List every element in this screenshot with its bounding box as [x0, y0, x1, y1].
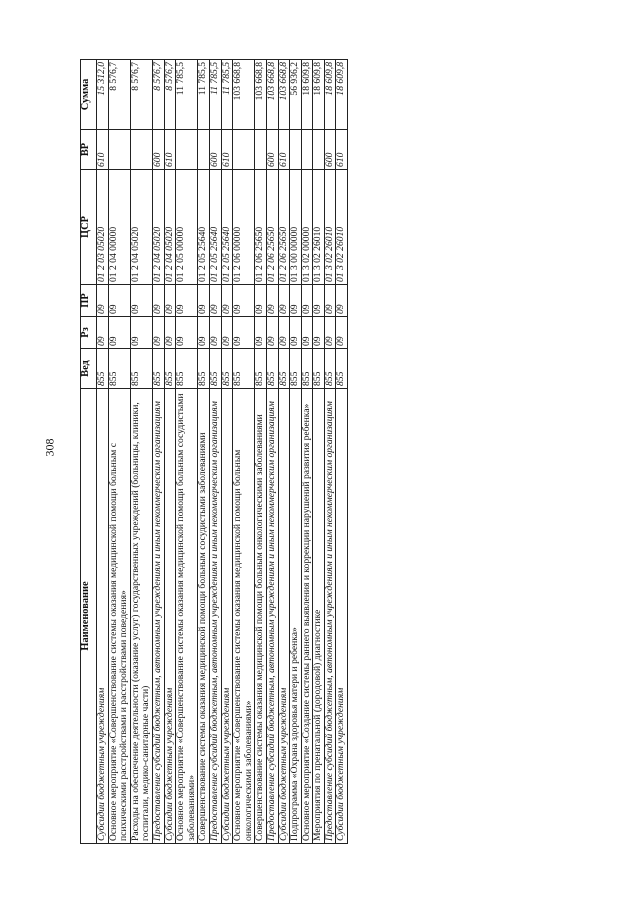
header-vr: ВР	[81, 130, 97, 170]
row-rz: 09	[198, 317, 210, 349]
table-row	[221, 60, 233, 844]
row-pr: 09	[198, 285, 210, 317]
table-row	[324, 60, 336, 844]
row-vea: 855	[278, 349, 290, 389]
row-name: Предоставление субсидий бюджетным, автономным учреждениям и иным некоммерческим организациям	[152, 389, 164, 844]
row-rz: 09	[233, 317, 255, 349]
row-csr: 01 2 04 05020	[164, 170, 176, 285]
header-sum: Сумма	[81, 60, 97, 130]
row-rz: 09	[255, 317, 267, 349]
header-pr: ПР	[81, 285, 97, 317]
row-vea: 855	[152, 349, 164, 389]
row-csr: 01 3 00 00000	[290, 170, 302, 285]
row-name: Мероприятия по пренатальной (дородовой) диагностике	[313, 389, 325, 844]
row-pr: 09	[164, 285, 176, 317]
row-rz: 09	[324, 317, 336, 349]
row-vr: 600	[209, 130, 221, 170]
row-name: Предоставление субсидий бюджетным, автономным учреждениям и иным некоммерческим организациям	[209, 389, 221, 844]
row-sum: 8 576,7	[130, 60, 152, 130]
table-row	[266, 60, 278, 844]
header-rz: Рз	[81, 317, 97, 349]
row-name: Основное мероприятие «Совершенствование системы оказания медицинской помощи больным онкологическими заболеваниями»	[233, 389, 255, 844]
table-body	[97, 60, 348, 844]
row-vea: 855	[209, 349, 221, 389]
row-vr: 610	[97, 130, 109, 170]
row-vea: 855	[164, 349, 176, 389]
row-csr: 01 3 02 00000	[301, 170, 313, 285]
row-name: Основное мероприятие «Создание системы раннего выявления и коррекции нарушений развития ребенка»	[301, 389, 313, 844]
row-name: Субсидии бюджетным учреждениям	[221, 389, 233, 844]
row-pr: 09	[221, 285, 233, 317]
row-csr: 01 2 04 00000	[108, 170, 130, 285]
row-sum: 11 785,5	[209, 60, 221, 130]
row-vr	[176, 130, 198, 170]
row-csr: 01 2 04 05020	[152, 170, 164, 285]
row-vr	[233, 130, 255, 170]
row-sum: 18 609,8	[324, 60, 336, 130]
row-name: Расходы на обеспечение деятельности (оказание услуг) государственных учреждений (больницы, клиники, госпитали, медико-санитарные части)	[130, 389, 152, 844]
row-vea: 855	[290, 349, 302, 389]
row-csr: 01 3 02 26010	[324, 170, 336, 285]
row-sum: 103 668,8	[255, 60, 267, 130]
row-vr: 600	[324, 130, 336, 170]
row-vr: 610	[278, 130, 290, 170]
row-rz: 09	[130, 317, 152, 349]
row-vr	[108, 130, 130, 170]
row-vea: 855	[301, 349, 313, 389]
row-vr: 610	[221, 130, 233, 170]
row-vea: 855	[221, 349, 233, 389]
row-vr: 600	[152, 130, 164, 170]
table-row	[108, 60, 130, 844]
row-rz: 09	[209, 317, 221, 349]
row-vr: 610	[164, 130, 176, 170]
row-vr	[255, 130, 267, 170]
row-name: Предоставление субсидий бюджетным, автономным учреждениям и иным некоммерческим организациям	[266, 389, 278, 844]
page-number: 308	[42, 438, 57, 457]
row-csr: 01 2 06 25650	[266, 170, 278, 285]
row-name: Субсидии бюджетным учреждениям	[278, 389, 290, 844]
row-pr: 09	[176, 285, 198, 317]
table-row	[130, 60, 152, 844]
row-pr: 09	[324, 285, 336, 317]
row-vr: 600	[266, 130, 278, 170]
budget-table	[80, 59, 348, 844]
table-row	[198, 60, 210, 844]
row-rz: 09	[152, 317, 164, 349]
row-sum: 8 576,7	[108, 60, 130, 130]
row-sum: 56 936,2	[290, 60, 302, 130]
row-pr: 09	[233, 285, 255, 317]
row-sum: 103 668,8	[278, 60, 290, 130]
row-pr: 09	[108, 285, 130, 317]
row-sum: 8 576,7	[164, 60, 176, 130]
row-pr: 09	[301, 285, 313, 317]
row-name: Предоставление субсидий бюджетным, автономным учреждениям и иным некоммерческим организациям	[324, 389, 336, 844]
row-pr: 09	[313, 285, 325, 317]
row-rz: 09	[97, 317, 109, 349]
table-row	[233, 60, 255, 844]
row-csr: 01 2 04 05020	[130, 170, 152, 285]
row-name: Совершенствование системы оказания медицинской помощи больным онкологическими заболеваниями	[255, 389, 267, 844]
row-csr: 01 2 05 00000	[176, 170, 198, 285]
row-rz: 09	[301, 317, 313, 349]
table-row	[176, 60, 198, 844]
row-vea: 855	[198, 349, 210, 389]
row-vea: 855	[313, 349, 325, 389]
table-row	[97, 60, 109, 844]
row-vr	[313, 130, 325, 170]
row-sum: 18 609,8	[313, 60, 325, 130]
row-pr: 09	[290, 285, 302, 317]
row-csr: 01 2 03 05020	[97, 170, 109, 285]
row-vr	[290, 130, 302, 170]
row-pr: 09	[336, 285, 348, 317]
row-rz: 09	[278, 317, 290, 349]
row-name: Субсидии бюджетным учреждениям	[164, 389, 176, 844]
row-rz: 09	[336, 317, 348, 349]
row-vea: 855	[97, 349, 109, 389]
table-row	[164, 60, 176, 844]
row-vea: 855	[108, 349, 130, 389]
row-rz: 09	[266, 317, 278, 349]
row-sum: 103 668,8	[233, 60, 255, 130]
row-vr	[130, 130, 152, 170]
rotated-table-frame	[80, 60, 555, 844]
row-rz: 09	[176, 317, 198, 349]
row-vr	[198, 130, 210, 170]
row-csr: 01 2 06 25650	[255, 170, 267, 285]
row-vea: 855	[233, 349, 255, 389]
table-row	[255, 60, 267, 844]
row-csr: 01 3 02 26010	[336, 170, 348, 285]
row-pr: 09	[97, 285, 109, 317]
row-vea: 855	[130, 349, 152, 389]
table-row	[336, 60, 348, 844]
row-csr: 01 2 06 00000	[233, 170, 255, 285]
row-vea: 855	[336, 349, 348, 389]
row-name: Основное мероприятие «Совершенствование системы оказания медицинской помощи больным с психическими расстройствами и расстройствами поведения»	[108, 389, 130, 844]
row-rz: 09	[221, 317, 233, 349]
row-sum: 18 609,8	[336, 60, 348, 130]
table-row	[152, 60, 164, 844]
row-name: Основное мероприятие «Совершенствование системы оказания медицинской помощи больным сосудистыми заболеваниями»	[176, 389, 198, 844]
header-csr: ЦСР	[81, 170, 97, 285]
table-row	[290, 60, 302, 844]
row-csr: 01 2 06 25650	[278, 170, 290, 285]
row-pr: 09	[152, 285, 164, 317]
row-vea: 855	[176, 349, 198, 389]
row-name: Совершенствование системы оказания медицинской помощи больным сосудистыми заболеваниями	[198, 389, 210, 844]
row-csr: 01 2 05 25640	[198, 170, 210, 285]
header-vea: Вед	[81, 349, 97, 389]
row-csr: 01 2 05 25640	[209, 170, 221, 285]
row-vr	[301, 130, 313, 170]
row-vr: 610	[336, 130, 348, 170]
table-row	[301, 60, 313, 844]
row-vea: 855	[255, 349, 267, 389]
row-vea: 855	[324, 349, 336, 389]
row-name: Субсидии бюджетным учреждениям	[97, 389, 109, 844]
row-sum: 15 312,0	[97, 60, 109, 130]
row-csr: 01 3 02 26010	[313, 170, 325, 285]
row-csr: 01 2 05 25640	[221, 170, 233, 285]
row-rz: 09	[108, 317, 130, 349]
row-pr: 09	[209, 285, 221, 317]
row-pr: 09	[266, 285, 278, 317]
row-sum: 8 576,7	[152, 60, 164, 130]
row-rz: 09	[313, 317, 325, 349]
row-vea: 855	[266, 349, 278, 389]
row-sum: 18 609,8	[301, 60, 313, 130]
table-row	[313, 60, 325, 844]
row-sum: 11 785,5	[198, 60, 210, 130]
row-rz: 09	[164, 317, 176, 349]
row-rz: 09	[290, 317, 302, 349]
row-name: Субсидии бюджетным учреждениям	[336, 389, 348, 844]
row-name: Подпрограмма «Охрана здоровья матери и ребенка»	[290, 389, 302, 844]
row-sum: 103 668,8	[266, 60, 278, 130]
table-header-row	[81, 60, 97, 844]
row-pr: 09	[255, 285, 267, 317]
table-row	[209, 60, 221, 844]
row-pr: 09	[278, 285, 290, 317]
row-pr: 09	[130, 285, 152, 317]
row-sum: 11 785,5	[221, 60, 233, 130]
table-row	[278, 60, 290, 844]
header-name: Наименование	[81, 389, 97, 844]
row-sum: 11 785,5	[176, 60, 198, 130]
